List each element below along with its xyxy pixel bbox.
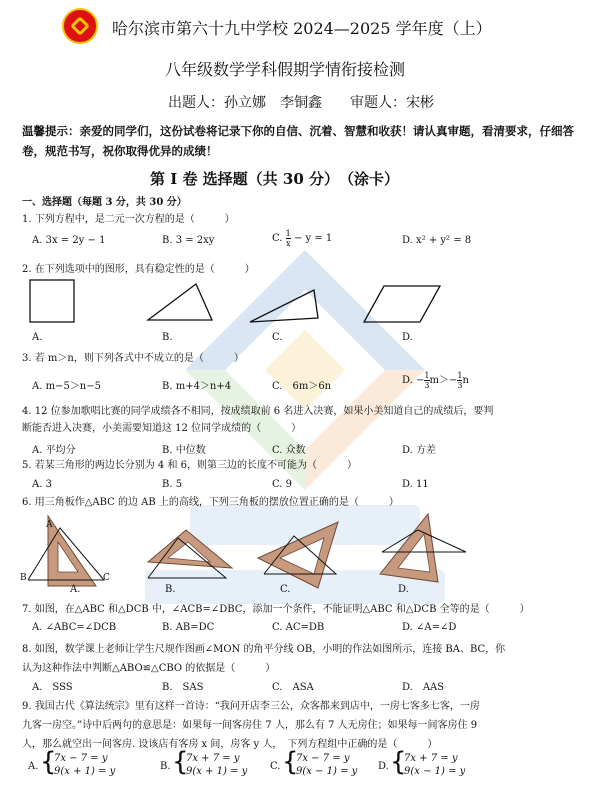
q6-label-c: C (103, 573, 110, 583)
q4-stem-line2: 断能否进入决赛，小美需要知道这 12 位同学成绩的（ ） (22, 423, 302, 434)
q9-option-c: 7x − 7 = y 9(x − 1) = y (296, 753, 358, 777)
q6-stem: 6. 用三角板作△ABC 的边 AB 上的高线，下列三角板的摆放位置正确的是（ ） (22, 497, 399, 508)
q5-option-a: A. 3 (32, 479, 52, 490)
q8-option-c: C. ASA (272, 682, 314, 693)
q2-option-c: C. (272, 332, 283, 343)
q9-stem-line2: 九客一房空。”诗中后两句的意思是：如果每一间客房住 7 人，那么有 7 人无房住；如果每一间客房住 9 (22, 720, 478, 731)
q7-stem: 7. 如图，在△ABC 和△DCB 中，∠ACB=∠DBC，添加一个条件，不能证明△ABC 和△DCB 全等的是（ ） (22, 604, 530, 615)
q9-option-a-brace: { (40, 747, 57, 777)
q7-option-c: C. AC=DB (272, 622, 325, 633)
q8-stem-line1: 8. 如图，数学课上老师让学生尺规作图画∠MON 的角平分线 OB，小明的作法如图所示，连接 BA、BC，你 (22, 644, 506, 655)
q3-option-a: A. m−5＞n−5 (32, 381, 101, 392)
q3-option-d: D. − $\frac{1}{3}$ m＞− $\frac{1}{3}$ n (402, 371, 469, 390)
q9-option-b: 7x + 7 = y 9(x + 1) = y (186, 753, 248, 777)
q9-option-a-label: A. (28, 761, 39, 772)
q9-stem-line1: 9. 我国古代《算法统宗》里有这样一首诗：“我问开店李三公，众客都来到店中，一房七客多七客，一房 (22, 701, 480, 712)
q5-option-d: D. 11 (402, 479, 429, 490)
q4-option-a: A. 平均分 (32, 445, 76, 456)
q2-stem: 2. 在下列选项中的图形，具有稳定性的是（ ） (22, 264, 255, 275)
q1-option-c: C. $\frac{1}{x}$ − y = 1 (272, 229, 333, 248)
q9-option-c-brace: { (282, 747, 299, 777)
q6-option-d: D. (398, 584, 409, 595)
q5-stem: 5. 若某三角形的两边长分别为 4 和 6，则第三边的长度不可能为（ ） (22, 460, 357, 471)
q9-option-b-brace: { (172, 747, 189, 777)
q2-option-b: B. (162, 332, 173, 343)
q4-option-d: D. 方差 (402, 445, 437, 456)
q1-option-b: B. 3 = 2xy (162, 235, 215, 246)
q3-option-b: B. m+4＞n+4 (162, 381, 232, 392)
q6-figure-b (148, 530, 232, 578)
q6-option-c: C. (280, 584, 291, 595)
q6-option-a: A. (70, 584, 81, 595)
school-logo-icon (62, 8, 98, 44)
q9-option-d: 7x + 7 = y 9(x − 1) = y (404, 753, 466, 777)
q7-option-b: B. AB=DC (162, 622, 215, 633)
q2-obtuse-triangle-shape (250, 290, 318, 322)
q7-option-a: A. ∠ABC=∠DCB (32, 622, 117, 633)
q8-option-b: B. SAS (162, 682, 204, 693)
q6-figure-c (258, 522, 338, 588)
q3-option-c: C. 6m＞6n (272, 381, 332, 392)
q9-option-d-label: D. (378, 761, 389, 772)
section-title: 一、选择题（每题 3 分，共 30 分） (22, 197, 187, 208)
q8-stem-line2: 认为这种作法中判断△ABO≌△CBO 的依据是（ ） (22, 663, 276, 674)
q4-option-c: C. 众数 (272, 445, 306, 456)
warm-tip: 温馨提示：亲爱的同学们，这份试卷将记录下你的自信、沉着、智慧和收获！请认真审题，看清要求，仔细答卷，规范书写，祝你取得优异的成绩！ (22, 124, 574, 158)
q1-option-a: A. 3x = 2y − 1 (32, 235, 106, 246)
q9-option-c-label: C. (270, 761, 281, 772)
q6-label-b: B (20, 573, 27, 583)
q2-square-shape (30, 280, 74, 322)
exam-authors: 出题人：孙立娜 李铜鑫 审题人：宋彬 (168, 95, 434, 111)
q6-figure-d (380, 514, 466, 582)
exam-subtitle: 八年级数学学科假期学情衔接检测 (165, 60, 406, 79)
q9-option-a: 7x − 7 = y 9(x + 1) = y (54, 753, 116, 777)
q2-option-d: D. (402, 332, 413, 343)
q4-option-b: B. 中位数 (162, 445, 206, 456)
q2-triangle-shape (148, 284, 212, 320)
q1-option-d: D. x² + y² = 8 (402, 235, 472, 246)
q2-parallelogram-shape (364, 286, 440, 322)
q2-option-a: A. (32, 332, 43, 343)
q8-option-a: A. SSS (32, 682, 73, 693)
q5-option-c: C. 9 (272, 479, 293, 490)
q1-stem: 1. 下列方程中，是二元一次方程的是（ ） (22, 214, 235, 225)
q6-figures (18, 508, 498, 592)
school-title: 哈尔滨市第六十九中学校 2024—2025 学年度（上） (112, 19, 492, 38)
q3-stem: 3. 若 m＞n，则下列各式中不成立的是（ ） (22, 353, 244, 364)
q8-option-d: D. AAS (402, 682, 445, 693)
q6-option-b: B. (165, 584, 176, 595)
q5-option-b: B. 5 (162, 479, 183, 490)
part-title: 第 I 卷 选择题（共 30 分） （涂卡） (150, 170, 400, 188)
q9-option-b-label: B. (160, 761, 171, 772)
q6-label-a: A (46, 520, 53, 530)
q9-option-d-brace: { (390, 747, 407, 777)
q6-figure-a (28, 516, 104, 586)
q9-stem-line3: 人，那么就空出一间客房. 设该店有客房 x 间，房客 y 人， 下列方程组中正确的是（ ） (22, 739, 438, 750)
q2-figures (28, 278, 608, 328)
q7-option-d: D. ∠A=∠D (402, 622, 457, 633)
q4-stem-line1: 4. 12 位参加歌唱比赛的同学成绩各不相同，按成绩取前 6 名进入决赛，如果小美知道自己的成绩后，要判 (22, 406, 494, 417)
